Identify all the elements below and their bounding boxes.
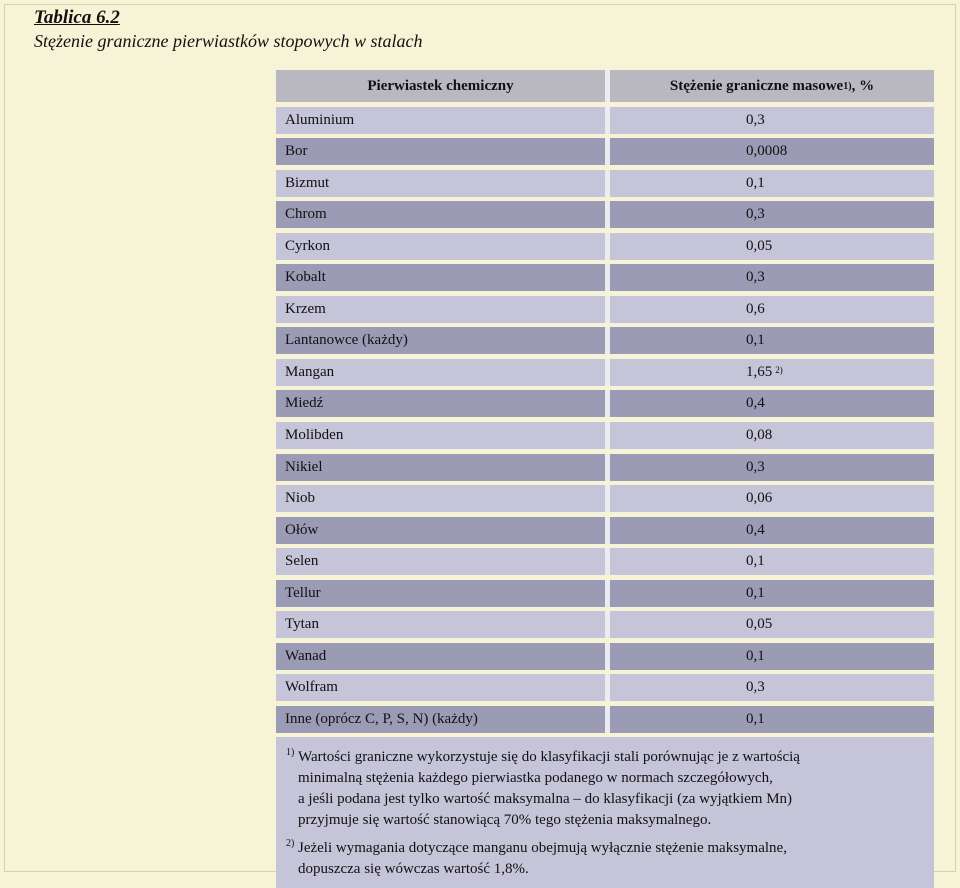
concentration-value: 0,1 bbox=[746, 174, 765, 191]
concentration-value: 0,3 bbox=[746, 269, 765, 286]
table-row bbox=[276, 138, 934, 165]
concentration-value: 0,05 bbox=[746, 616, 773, 633]
concentration-value: 0,4 bbox=[746, 395, 765, 412]
element-concentration bbox=[610, 548, 934, 575]
element-name: Ołów bbox=[276, 517, 610, 544]
concentration-value: 0,0008 bbox=[746, 143, 788, 160]
footnote-number: 2) bbox=[286, 837, 295, 849]
concentration-value: 0,1 bbox=[746, 647, 765, 664]
element-concentration bbox=[610, 138, 934, 165]
concentration-value: 0,06 bbox=[746, 490, 773, 507]
footnote bbox=[286, 747, 924, 831]
table-row bbox=[276, 170, 934, 197]
element-concentration bbox=[610, 611, 934, 638]
table-row bbox=[276, 201, 934, 228]
element-concentration bbox=[610, 517, 934, 544]
element-concentration bbox=[610, 390, 934, 417]
footnote-text: Wartości graniczne wykorzystuje się do klasyfikacji stali porównując je z wartością minimalną stężenia każdego pierwiastka podanego w normach szczegółowych, a jeśli podana jest tylko wartość maksymalna – do klasyfikacji (za wyjątkiem Mn) przyjmuje się wartość stanowiącą 70% tego stężenia maksymalnego. bbox=[298, 748, 800, 828]
element-name: Aluminium bbox=[276, 107, 610, 134]
element-name: Nikiel bbox=[276, 454, 610, 481]
table-row bbox=[276, 264, 934, 291]
element-concentration bbox=[610, 422, 934, 449]
footnote bbox=[286, 838, 924, 880]
element-concentration bbox=[610, 170, 934, 197]
table-row bbox=[276, 296, 934, 323]
element-name: Tellur bbox=[276, 580, 610, 607]
element-concentration bbox=[610, 454, 934, 481]
table-header bbox=[276, 70, 934, 102]
table-row bbox=[276, 422, 934, 449]
header-element: Pierwiastek chemiczny bbox=[276, 70, 610, 102]
concentration-value: 0,05 bbox=[746, 237, 773, 254]
table-footnotes bbox=[276, 737, 934, 888]
element-concentration bbox=[610, 327, 934, 354]
table-row bbox=[276, 706, 934, 733]
header-concentration-label: Stężenie graniczne masowe bbox=[669, 77, 844, 94]
header-concentration bbox=[610, 70, 934, 102]
concentration-value: 0,3 bbox=[746, 111, 765, 128]
element-concentration bbox=[610, 580, 934, 607]
element-name: Bor bbox=[276, 138, 610, 165]
element-name: Lantanowce (każdy) bbox=[276, 327, 610, 354]
alloy-table bbox=[276, 70, 934, 888]
element-concentration bbox=[610, 359, 934, 386]
element-concentration bbox=[610, 674, 934, 701]
element-name: Selen bbox=[276, 548, 610, 575]
table-title: Stężenie graniczne pierwiastków stopowych w stalach bbox=[34, 31, 423, 51]
element-concentration bbox=[610, 264, 934, 291]
element-name: Cyrkon bbox=[276, 233, 610, 260]
element-name: Miedź bbox=[276, 390, 610, 417]
element-concentration bbox=[610, 706, 934, 733]
element-name: Kobalt bbox=[276, 264, 610, 291]
table-body bbox=[276, 107, 934, 733]
element-concentration bbox=[610, 485, 934, 512]
concentration-value: 0,1 bbox=[746, 710, 765, 727]
element-name: Krzem bbox=[276, 296, 610, 323]
concentration-value: 0,6 bbox=[746, 300, 765, 317]
concentration-value: 0,3 bbox=[746, 206, 765, 223]
header-unit: , % bbox=[851, 77, 875, 94]
table-row bbox=[276, 454, 934, 481]
element-concentration bbox=[610, 201, 934, 228]
concentration-value: 0,1 bbox=[746, 332, 765, 349]
footnote-mark: 2) bbox=[775, 365, 783, 376]
table-caption bbox=[34, 6, 422, 52]
element-name: Niob bbox=[276, 485, 610, 512]
element-name: Wanad bbox=[276, 643, 610, 670]
element-concentration bbox=[610, 643, 934, 670]
element-name: Tytan bbox=[276, 611, 610, 638]
header-footnote-mark: 1) bbox=[843, 80, 852, 92]
concentration-value: 1,65 bbox=[746, 363, 773, 380]
table-row bbox=[276, 611, 934, 638]
table-row bbox=[276, 485, 934, 512]
element-concentration bbox=[610, 233, 934, 260]
element-name: Chrom bbox=[276, 201, 610, 228]
table-row bbox=[276, 643, 934, 670]
table-number: Tablica 6.2 bbox=[34, 7, 120, 28]
concentration-value: 0,3 bbox=[746, 679, 765, 696]
footnote-text: Jeżeli wymagania dotyczące manganu obejmują wyłącznie stężenie maksymalne, dopuszcza się wówczas wartość 1,8%. bbox=[298, 839, 787, 877]
concentration-value: 0,1 bbox=[746, 584, 765, 601]
table-row bbox=[276, 107, 934, 134]
element-name: Bizmut bbox=[276, 170, 610, 197]
table-row bbox=[276, 517, 934, 544]
concentration-value: 0,3 bbox=[746, 458, 765, 475]
element-concentration bbox=[610, 296, 934, 323]
table-row bbox=[276, 359, 934, 386]
table-row bbox=[276, 674, 934, 701]
element-name: Mangan bbox=[276, 359, 610, 386]
table-row bbox=[276, 548, 934, 575]
table-row bbox=[276, 390, 934, 417]
concentration-value: 0,08 bbox=[746, 427, 773, 444]
element-name: Wolfram bbox=[276, 674, 610, 701]
footnote-number: 1) bbox=[286, 746, 295, 758]
table-row bbox=[276, 327, 934, 354]
concentration-value: 0,4 bbox=[746, 521, 765, 538]
element-concentration bbox=[610, 107, 934, 134]
table-row bbox=[276, 233, 934, 260]
element-name: Inne (oprócz C, P, S, N) (każdy) bbox=[276, 706, 610, 733]
table-row bbox=[276, 580, 934, 607]
element-name: Molibden bbox=[276, 422, 610, 449]
concentration-value: 0,1 bbox=[746, 553, 765, 570]
